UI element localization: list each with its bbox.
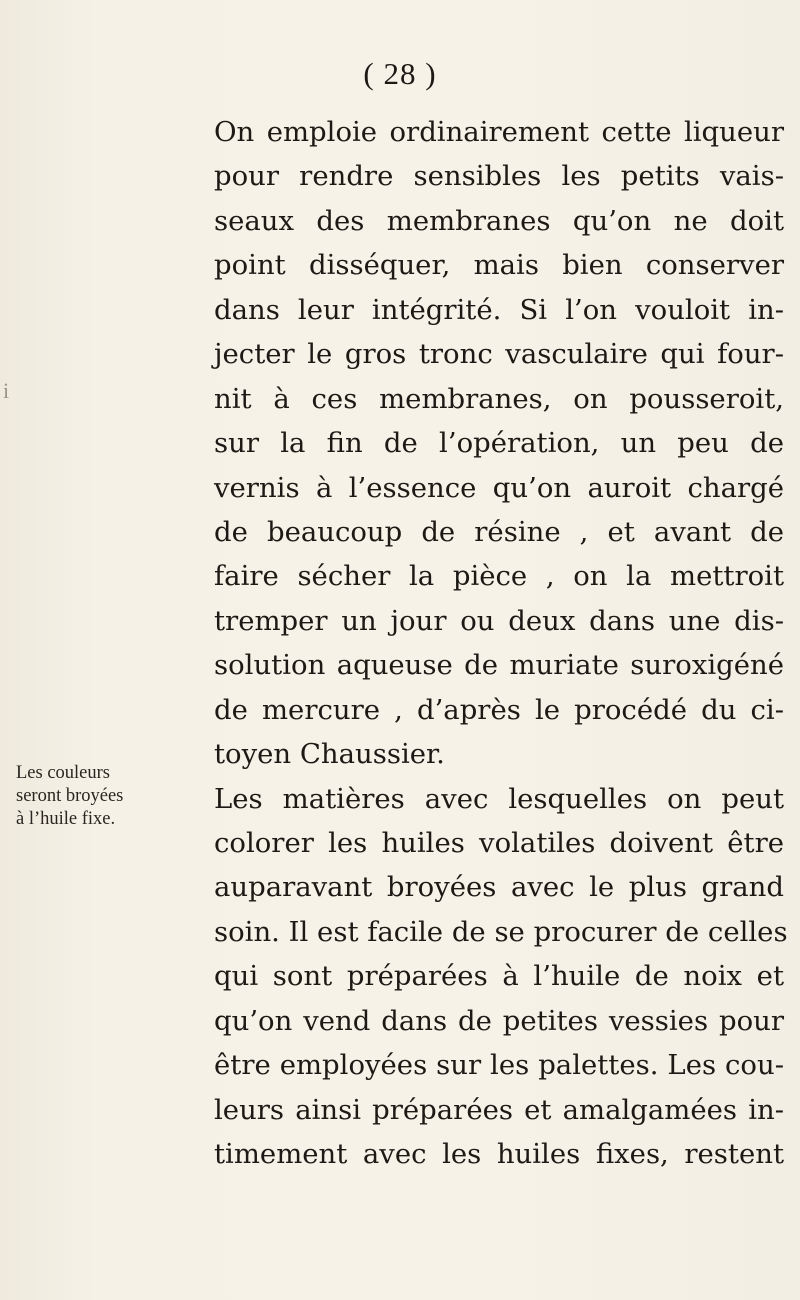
text-line: auparavant broyées avec le plus grand xyxy=(214,871,784,904)
text-line: seaux des membranes qu’on ne doit xyxy=(214,204,784,237)
text-line: solution aqueuse de muriate suroxigéné xyxy=(214,649,784,682)
text-line: de mercure , d’après le procédé du ci- xyxy=(214,693,784,726)
body-text xyxy=(214,110,788,1177)
text-line: tremper un jour ou deux dans une dis- xyxy=(214,604,784,637)
margin-note-line: seront broyées xyxy=(16,786,124,806)
text-line: point disséquer, mais bien conserver xyxy=(214,249,784,282)
text-line: qu’on vend dans de petites vessies pour xyxy=(214,1004,784,1037)
text-line: soin. Il est facile de se procurer de celles xyxy=(214,915,788,948)
text-line: Les matières avec lesquelles on peut xyxy=(214,782,784,815)
text-line: colorer les huiles volatiles doivent être xyxy=(214,827,784,859)
text-line: timement avec les huiles fixes, restent xyxy=(214,1138,784,1171)
margin-mark: i xyxy=(3,378,10,403)
text-line: de beaucoup de résine , et avant de xyxy=(214,515,784,548)
text-line: toyen Chaussier. xyxy=(214,738,445,771)
margin-note-line: à l’huile fixe. xyxy=(16,809,116,829)
text-line: vernis à l’essence qu’on auroit chargé xyxy=(214,471,784,504)
text-line: faire sécher la pièce , on la mettroit xyxy=(214,560,784,593)
text-line: qui sont préparées à l’huile de noix et xyxy=(214,960,784,993)
text-line: pour rendre sensibles les petits vais- xyxy=(214,160,784,193)
margin-note xyxy=(16,762,212,831)
text-line: être employées sur les palettes. Les cou- xyxy=(214,1049,784,1082)
text-line: On emploie ordinairement cette liqueur xyxy=(214,116,784,148)
text-line: leurs ainsi préparées et amalgamées in- xyxy=(214,1093,784,1126)
margin-note-line: Les couleurs xyxy=(16,763,111,783)
text-line: sur la fin de l’opération, un peu de xyxy=(214,427,784,460)
text-line: jecter le gros tronc vasculaire qui four- xyxy=(214,338,784,371)
text-line: dans leur intégrité. Si l’on vouloit in- xyxy=(214,293,784,326)
page-number: ( 28 ) xyxy=(363,56,437,91)
text-line: nit à ces membranes, on pousseroit, xyxy=(214,382,784,415)
